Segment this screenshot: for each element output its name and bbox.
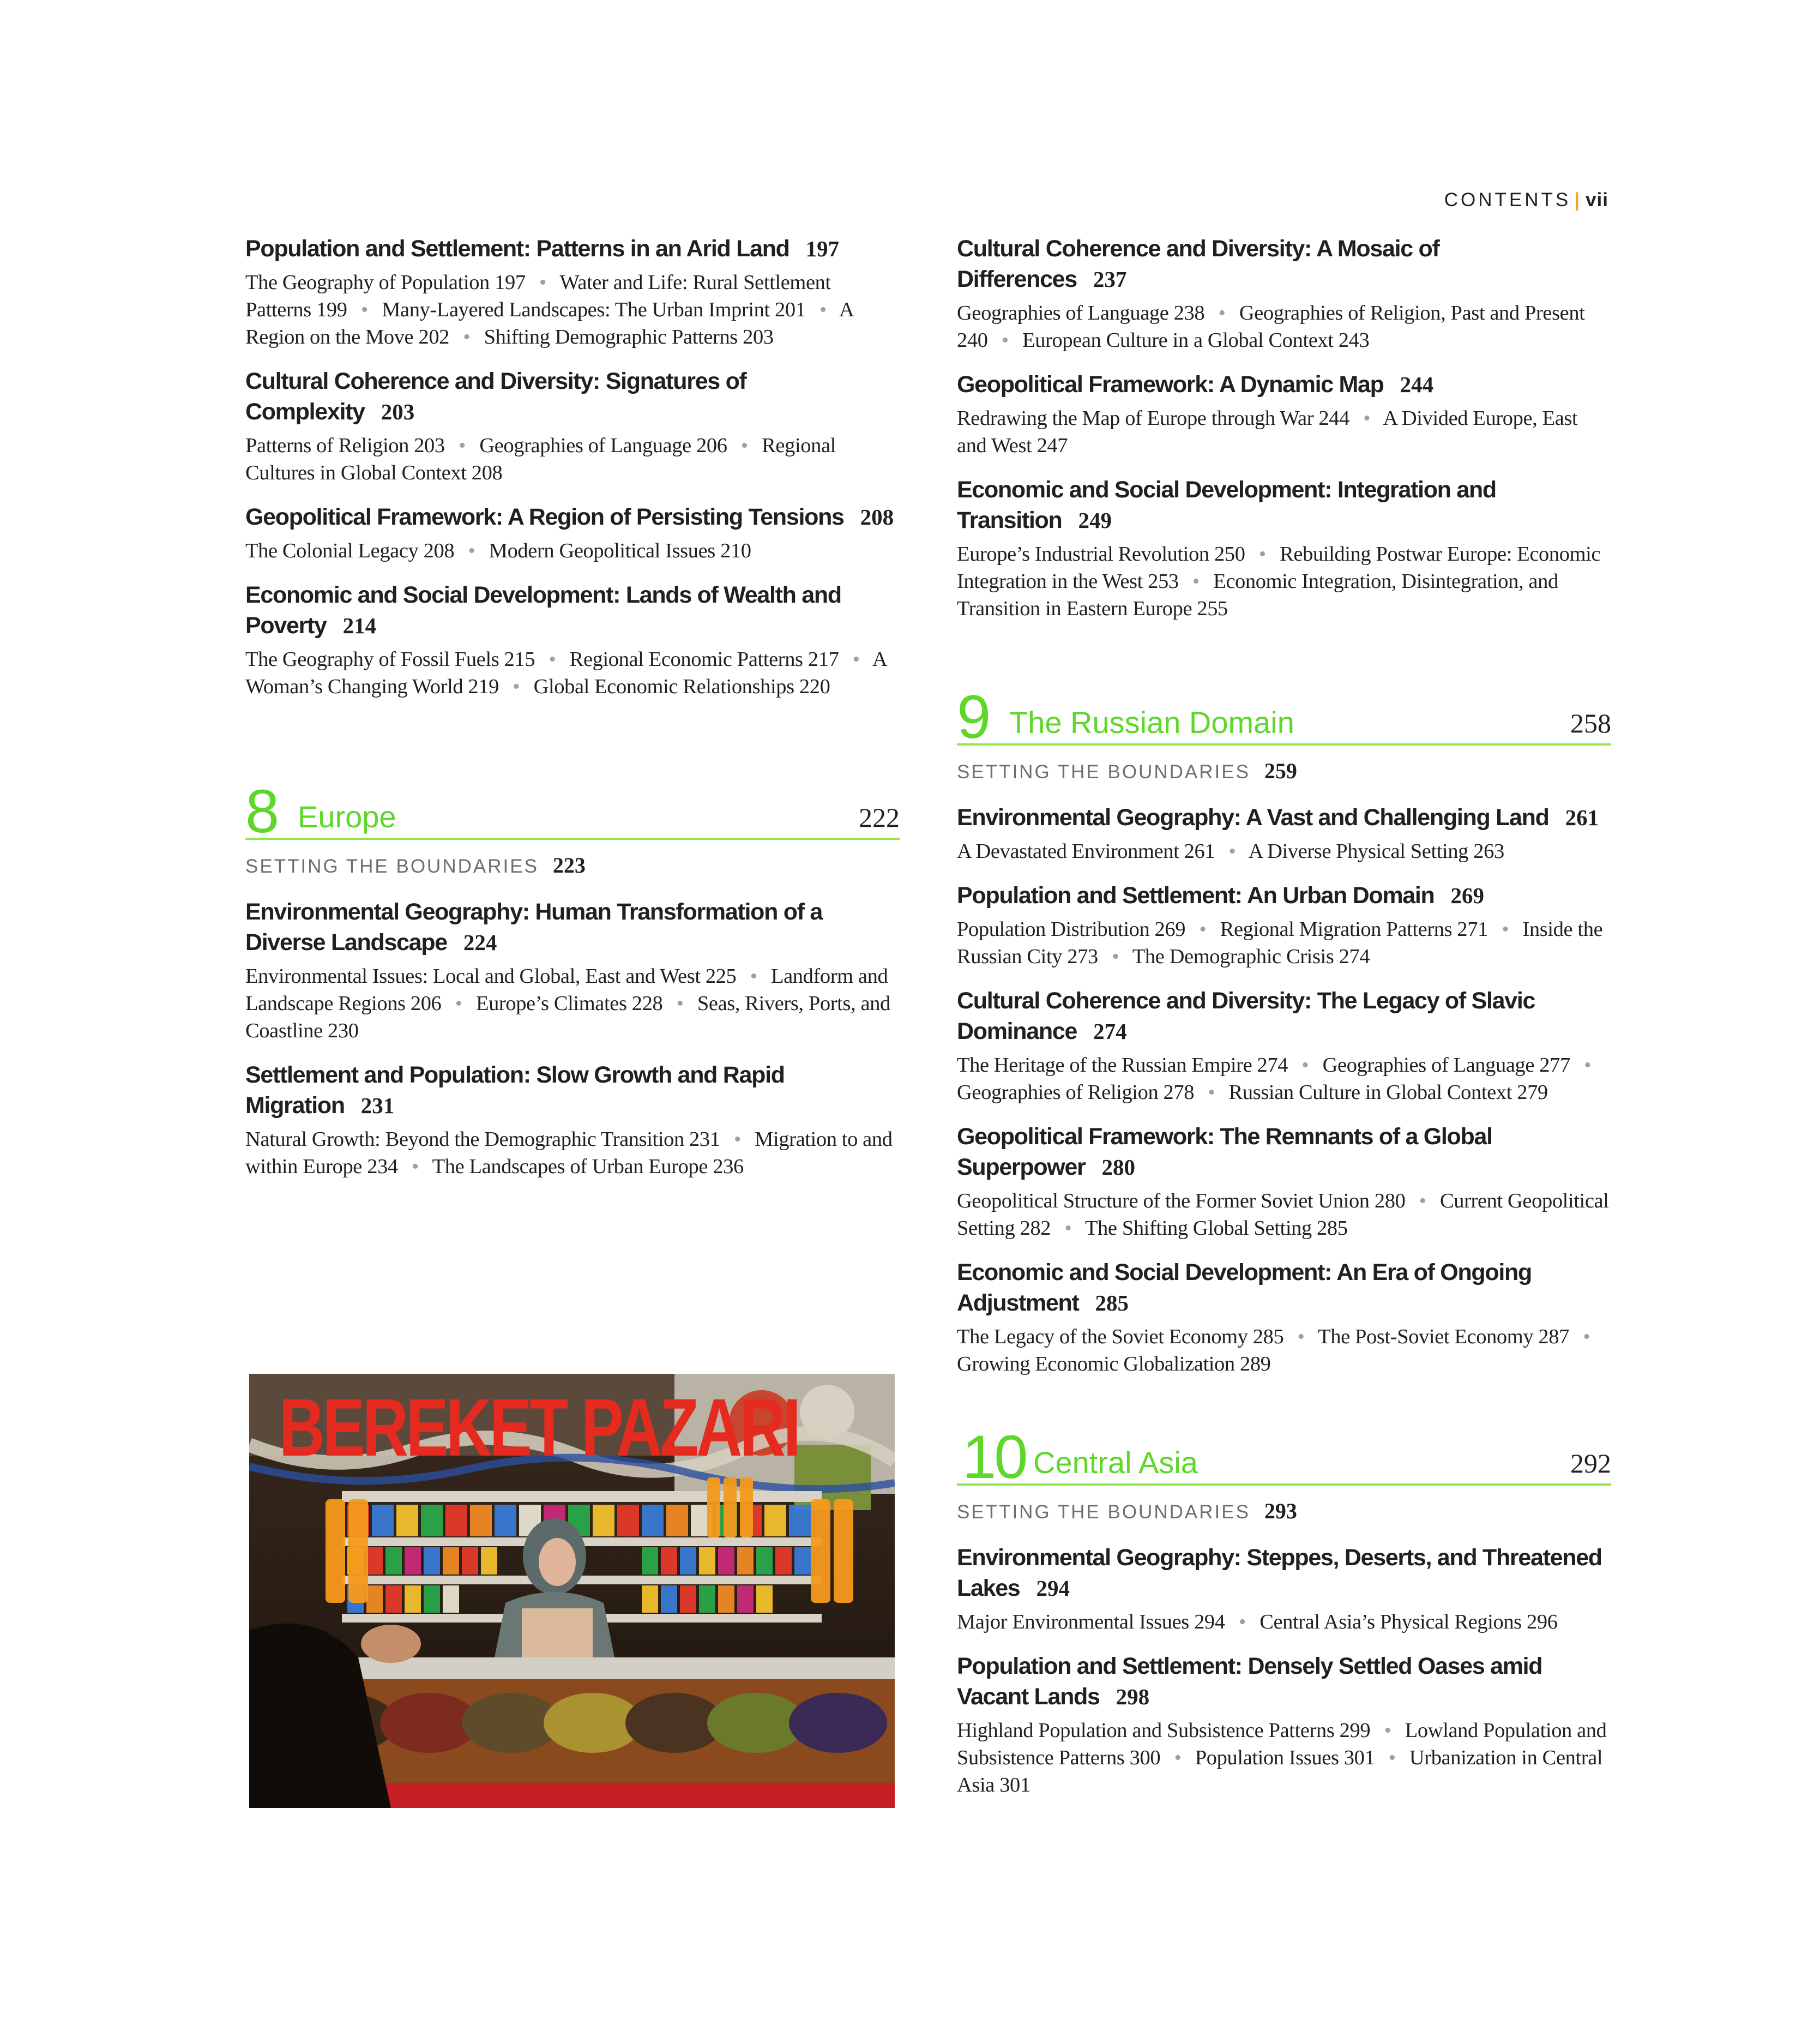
toc-section	[957, 474, 1611, 622]
running-head-label: CONTENTS	[1444, 189, 1571, 211]
section-page-number: 280	[1101, 1155, 1135, 1180]
toc-entry[interactable]: Geographies of Language 206	[479, 434, 727, 457]
section-heading[interactable]	[957, 1542, 1611, 1603]
toc-entry[interactable]: Economic Integration, Disintegration, and Transition in Eastern Europe 255	[957, 570, 1558, 620]
toc-entry[interactable]: Redrawing the Map of Europe through War 244	[957, 407, 1349, 430]
toc-entry[interactable]: Lowland Population and Subsistence Patterns 300	[957, 1719, 1607, 1769]
section-heading[interactable]	[957, 1121, 1611, 1182]
toc-entry[interactable]: Environmental Issues: Local and Global, East and West 225	[245, 965, 737, 988]
section-page-number: 208	[860, 504, 894, 530]
toc-entry[interactable]: The Geography of Population 197	[245, 271, 526, 294]
section-heading-text: Population and Settlement: Densely Settled Oases amid Vacant Lands	[957, 1653, 1542, 1710]
toc-entry[interactable]: Migration to and within Europe 234	[245, 1128, 893, 1178]
section-entries	[245, 1126, 900, 1180]
bullet-separator: •	[1258, 543, 1266, 566]
bullet-separator: •	[750, 965, 757, 988]
toc-entry[interactable]: Regional Cultures in Global Context 208	[245, 434, 836, 484]
section-page-number: 214	[342, 613, 377, 638]
bullet-separator: •	[1199, 918, 1207, 941]
section-heading[interactable]	[957, 369, 1611, 400]
chapter-heading[interactable]	[957, 1423, 1611, 1491]
section-page-number: 261	[1565, 805, 1599, 830]
setting-the-boundaries[interactable]	[957, 1498, 1611, 1526]
section-heading[interactable]	[245, 1060, 900, 1121]
right-column	[957, 233, 1611, 1814]
toc-entry[interactable]: A Diverse Physical Setting 263	[1248, 840, 1504, 863]
bullet-separator: •	[740, 434, 748, 457]
toc-entry[interactable]: A Divided Europe, East and West 247	[957, 407, 1578, 457]
toc-entry[interactable]: Modern Geopolitical Issues 210	[489, 539, 751, 562]
running-head	[1444, 189, 1608, 211]
toc-entry[interactable]: Landform and Landscape Regions 206	[245, 965, 888, 1015]
toc-entry[interactable]: Geopolitical Structure of the Former Soviet Union 280	[957, 1189, 1406, 1212]
section-heading[interactable]	[957, 1651, 1611, 1712]
toc-entry[interactable]: Population Distribution 269	[957, 918, 1186, 941]
section-entries	[957, 540, 1611, 622]
bullet-separator: •	[1112, 945, 1119, 968]
toc-entry[interactable]: Geographies of Religion, Past and Present 240	[957, 302, 1585, 352]
toc-entry[interactable]: Growing Economic Globalization 289	[957, 1353, 1271, 1375]
section-page-number: 203	[381, 399, 415, 424]
section-entries	[957, 299, 1611, 354]
toc-section	[245, 502, 900, 564]
bullet-separator: •	[360, 298, 368, 321]
section-entries	[957, 1608, 1611, 1636]
toc-section	[245, 1060, 900, 1180]
bullet-separator: •	[1419, 1189, 1426, 1212]
toc-entry[interactable]: Natural Growth: Beyond the Demographic Transition 231	[245, 1128, 720, 1151]
toc-section	[957, 1651, 1611, 1799]
chapter-number: 8	[245, 777, 278, 845]
bullet-separator: •	[455, 992, 462, 1015]
bullet-separator: •	[1208, 1081, 1215, 1104]
bullet-separator: •	[1502, 918, 1509, 941]
section-entries	[957, 1323, 1611, 1378]
toc-entry[interactable]: Regional Migration Patterns 271	[1220, 918, 1488, 941]
section-page-number: 274	[1093, 1019, 1127, 1044]
section-entries	[245, 537, 900, 564]
page-number: vii	[1586, 189, 1608, 211]
toc-entry[interactable]: Global Economic Relationships 220	[533, 675, 830, 698]
running-head-separator: |	[1574, 189, 1583, 211]
section-heading-text: Cultural Coherence and Diversity: Signatures of Complexity	[245, 368, 746, 425]
bullet-separator: •	[676, 992, 684, 1015]
chapter-page: 292	[1570, 1448, 1611, 1479]
section-heading-text: Population and Settlement: Patterns in an Arid Land	[245, 236, 790, 262]
section-entries	[957, 405, 1611, 459]
toc-entry[interactable]: A Devastated Environment 261	[957, 840, 1215, 863]
section-heading[interactable]	[245, 366, 900, 427]
bullet-separator: •	[819, 298, 827, 321]
boundaries-label: SETTING THE BOUNDARIES	[957, 761, 1250, 783]
boundaries-label: SETTING THE BOUNDARIES	[957, 1501, 1250, 1523]
toc-entry[interactable]: The Shifting Global Setting 285	[1084, 1217, 1348, 1240]
bullet-separator: •	[1301, 1054, 1309, 1077]
toc-entry[interactable]: Inside the Russian City 273	[957, 918, 1603, 968]
bullet-separator: •	[549, 648, 556, 671]
section-page-number: 298	[1116, 1684, 1150, 1709]
section-heading[interactable]	[957, 802, 1611, 833]
chapter-number: 9	[957, 683, 989, 751]
chapter-sections	[957, 1542, 1611, 1799]
section-heading-text: Environmental Geography: Steppes, Deserts, and Threatened Lakes	[957, 1545, 1602, 1601]
bullet-separator: •	[458, 434, 466, 457]
section-heading[interactable]	[957, 233, 1611, 295]
chapter-page: 222	[859, 802, 900, 833]
bullet-separator: •	[1228, 840, 1236, 863]
section-page-number: 224	[463, 930, 497, 955]
boundaries-page: 223	[552, 853, 586, 878]
setting-the-boundaries[interactable]	[957, 758, 1611, 786]
bullet-separator: •	[1583, 1325, 1590, 1348]
section-heading-text: Environmental Geography: Human Transformation of a Diverse Landscape	[245, 899, 822, 956]
toc-entry[interactable]: The Geography of Fossil Fuels 215	[245, 648, 535, 671]
toc-section	[245, 897, 900, 1044]
chapter-number: 10	[962, 1423, 1026, 1491]
section-page-number: 244	[1400, 372, 1434, 397]
chapter-title: Central Asia	[1033, 1445, 1198, 1480]
toc-entry[interactable]: Rebuilding Postwar Europe: Economic Integration in the West 253	[957, 543, 1601, 593]
bullet-separator: •	[1384, 1719, 1391, 1742]
section-entries	[957, 1187, 1611, 1242]
toc-entry[interactable]: Highland Population and Subsistence Patterns 299	[957, 1719, 1371, 1742]
section-entries	[245, 269, 900, 351]
chapter-heading[interactable]	[245, 777, 900, 845]
toc-section	[245, 580, 900, 700]
bullet-separator: •	[1584, 1054, 1592, 1077]
section-heading-text: Population and Settlement: An Urban Domain	[957, 882, 1435, 909]
toc-entry[interactable]: Shifting Demographic Patterns 203	[484, 326, 774, 348]
section-entries	[957, 1051, 1611, 1106]
boundaries-label: SETTING THE BOUNDARIES	[245, 856, 539, 877]
section-heading-text: Economic and Social Development: Integration and Transition	[957, 477, 1496, 533]
toc-entry[interactable]: Many-Layered Landscapes: The Urban Imprint 201	[382, 298, 806, 321]
bullet-separator: •	[852, 648, 860, 671]
toc-section	[957, 1121, 1611, 1242]
section-page-number: 249	[1078, 508, 1112, 533]
left-column	[245, 233, 900, 1195]
chapter-page: 258	[1570, 708, 1611, 738]
section-entries	[957, 1717, 1611, 1799]
toc-entry[interactable]: Regional Economic Patterns 217	[569, 648, 839, 671]
section-entries	[245, 963, 900, 1044]
toc-entry[interactable]: The Legacy of the Soviet Economy 285	[957, 1325, 1284, 1348]
toc-section	[957, 880, 1611, 970]
section-heading-text: Environmental Geography: A Vast and Challenging Land	[957, 804, 1549, 831]
section-page-number: 237	[1093, 267, 1127, 292]
bullet-separator: •	[513, 675, 520, 698]
toc-entry[interactable]: Russian Culture in Global Context 279	[1228, 1081, 1548, 1104]
toc-entry[interactable]: Water and Life: Rural Settlement Patterns 199	[245, 271, 831, 321]
bullet-separator: •	[1363, 407, 1371, 430]
section-heading-text: Geopolitical Framework: A Dynamic Map	[957, 371, 1384, 398]
bullet-separator: •	[539, 271, 546, 294]
section-entries	[957, 916, 1611, 970]
section-page-number: 231	[360, 1093, 395, 1118]
bullet-separator: •	[1064, 1217, 1072, 1240]
bullet-separator: •	[468, 539, 475, 562]
toc-entry[interactable]: The Post-Soviet Economy 287	[1318, 1325, 1569, 1348]
section-entries	[957, 838, 1611, 865]
toc-section	[245, 233, 900, 351]
toc-section	[957, 369, 1611, 459]
toc-section	[957, 1542, 1611, 1636]
market-stall-photo	[249, 1374, 895, 1808]
boundaries-page: 293	[1264, 1499, 1297, 1523]
toc-entry[interactable]: Geographies of Language 238	[957, 302, 1205, 325]
bullet-separator: •	[463, 326, 471, 348]
toc-entry[interactable]: A Region on the Move 202	[245, 298, 853, 348]
section-heading-text: Cultural Coherence and Diversity: The Legacy of Slavic Dominance	[957, 988, 1535, 1044]
section-heading[interactable]	[245, 897, 900, 958]
chapter-heading[interactable]	[957, 683, 1611, 751]
toc-section	[957, 233, 1611, 354]
bullet-separator: •	[1238, 1611, 1246, 1633]
left-top-sections	[245, 233, 900, 700]
section-heading-text: Economic and Social Development: Lands of Wealth and Poverty	[245, 582, 841, 639]
bullet-separator: •	[1218, 302, 1226, 325]
section-heading[interactable]	[957, 986, 1611, 1047]
toc-section	[957, 1257, 1611, 1378]
section-heading[interactable]	[245, 580, 900, 641]
section-page-number: 294	[1036, 1576, 1070, 1601]
bullet-separator: •	[1192, 570, 1200, 593]
bullet-separator: •	[1174, 1746, 1182, 1769]
toc-entry[interactable]: Seas, Rivers, Ports, and Coastline 230	[245, 992, 890, 1042]
toc-entry[interactable]: Geographies of Religion 278	[957, 1081, 1195, 1104]
section-page-number: 285	[1095, 1290, 1129, 1315]
toc-entry[interactable]: The Demographic Crisis 274	[1132, 945, 1370, 968]
chapter-sections	[245, 897, 900, 1180]
toc-entry[interactable]: Geographies of Language 277	[1322, 1054, 1570, 1077]
setting-the-boundaries[interactable]	[245, 852, 900, 880]
chapter-title: The Russian Domain	[1009, 705, 1294, 740]
section-heading[interactable]	[245, 502, 900, 532]
boundaries-page: 259	[1264, 759, 1297, 783]
photo-illustration	[249, 1374, 895, 1808]
toc-entry[interactable]: Central Asia’s Physical Regions 296	[1259, 1611, 1558, 1633]
toc-entry[interactable]: European Culture in a Global Context 243	[1022, 329, 1370, 352]
bullet-separator: •	[733, 1128, 741, 1151]
toc-entry[interactable]: The Landscapes of Urban Europe 236	[432, 1155, 744, 1178]
toc-entry[interactable]: Patterns of Religion 203	[245, 434, 445, 457]
toc-entry[interactable]: Urbanization in Central Asia 301	[957, 1746, 1603, 1796]
section-heading-text: Cultural Coherence and Diversity: A Mosaic of Differences	[957, 236, 1439, 292]
toc-entry[interactable]: Current Geopolitical Setting 282	[957, 1189, 1609, 1240]
section-entries	[245, 432, 900, 486]
toc-entry[interactable]: Major Environmental Issues 294	[957, 1611, 1225, 1633]
bullet-separator: •	[412, 1155, 419, 1178]
section-heading[interactable]	[957, 474, 1611, 536]
bullet-separator: •	[1388, 1746, 1396, 1769]
toc-entry[interactable]: Europe’s Industrial Revolution 250	[957, 543, 1245, 566]
chapter-sections	[957, 802, 1611, 1378]
section-heading[interactable]	[245, 233, 900, 264]
toc-entry[interactable]: The Heritage of the Russian Empire 274	[957, 1054, 1288, 1077]
bullet-separator: •	[1297, 1325, 1305, 1348]
bullet-separator: •	[1001, 329, 1009, 352]
section-heading-text: Geopolitical Framework: A Region of Persisting Tensions	[245, 504, 844, 530]
section-heading[interactable]	[957, 880, 1611, 911]
toc-section	[957, 802, 1611, 865]
toc-entry[interactable]: A Woman’s Changing World 219	[245, 648, 887, 698]
section-entries	[245, 646, 900, 700]
section-heading-text: Geopolitical Framework: The Remnants of a Global Superpower	[957, 1123, 1492, 1180]
section-heading-text: Economic and Social Development: An Era of Ongoing Adjustment	[957, 1259, 1532, 1316]
toc-section	[957, 986, 1611, 1106]
section-page-number: 269	[1450, 883, 1485, 908]
toc-entry[interactable]: Population Issues 301	[1195, 1746, 1375, 1769]
toc-section	[245, 366, 900, 486]
section-heading-text: Settlement and Population: Slow Growth and Rapid Migration	[245, 1062, 785, 1119]
sign-text: BEREKET PAZARI	[279, 1381, 799, 1474]
section-page-number: 197	[805, 236, 840, 261]
toc-entry[interactable]: Europe’s Climates 228	[475, 992, 663, 1015]
chapter-title: Europe	[298, 800, 396, 834]
right-top-sections	[957, 233, 1611, 622]
section-heading[interactable]	[957, 1257, 1611, 1318]
toc-entry[interactable]: The Colonial Legacy 208	[245, 539, 455, 562]
